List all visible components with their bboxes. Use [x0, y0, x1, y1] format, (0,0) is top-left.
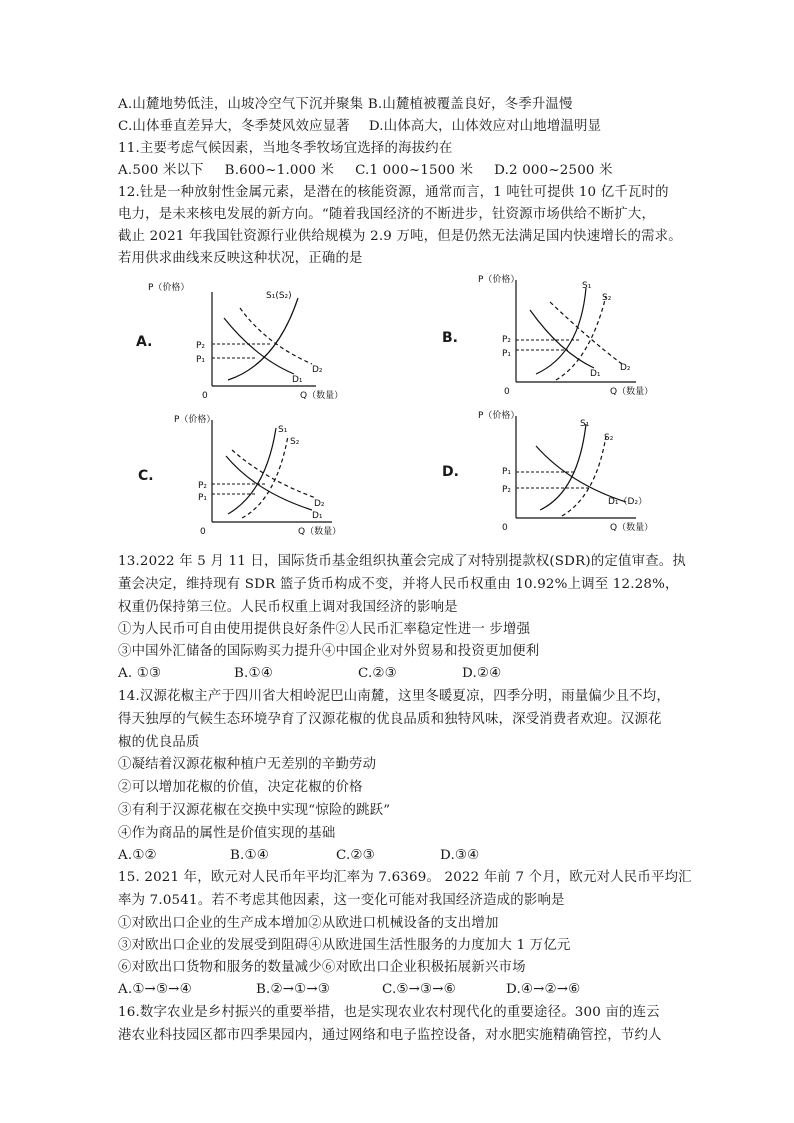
q15-items-56: ⑥对欧出口货物和服务的数量减少⑥对欧出口企业积极拓展新兴市场	[118, 960, 526, 975]
q14-line1: 14.汉源花椒主产于四川省大相岭泥巴山南麓，这里冬暖夏凉，四季分明，雨量偏少且不均，	[118, 689, 670, 704]
q13-option-a: A. ①③	[118, 666, 162, 681]
graph-a-p1-label: P₁	[196, 355, 206, 365]
graph-d-supply-s2	[562, 436, 606, 516]
graph-d-s1-label: S₁	[580, 419, 590, 429]
q15-option-d: D.④→②→⑥	[506, 982, 581, 997]
q13-line3: 权重仍保持第三位。人民币权重上调对我国经济的影响是	[118, 600, 458, 615]
graph-a-origin: 0	[202, 391, 208, 401]
q14-line3: 椒的优良品质	[118, 735, 200, 750]
graph-c-p-axis-label: P（价格）	[174, 415, 216, 425]
graph-a-demand-d2	[240, 308, 312, 364]
graph-b-supply-s1	[536, 288, 586, 374]
graph-c-q-axis-label: Q（数量）	[298, 527, 342, 537]
graph-b-letter: B.	[442, 330, 458, 346]
graph-b-demand-d1	[530, 310, 594, 368]
q14-line2: 得天独厚的气候生态环境孕育了汉源花椒的优良品质和独特风味，深受消费者欢迎。汉源花	[118, 712, 662, 727]
graph-b-origin: 0	[504, 387, 510, 397]
graph-c-s1-label: S₁	[278, 425, 288, 435]
graph-a-p2-label: P₂	[196, 341, 206, 351]
q13-items-12: ①为人民币可自由使用提供良好条件②人民币汇率稳定性进一 步增强	[118, 622, 531, 637]
graph-b-demand-d2	[550, 302, 622, 364]
graph-d-demand	[536, 446, 626, 502]
graph-c	[136, 410, 356, 544]
q14-option-c: C.②③	[336, 848, 375, 863]
q10-option-c: C.山体垂直差异大，冬季焚风效应显著	[118, 119, 350, 134]
graph-a-supply-curve	[228, 298, 298, 380]
q12-line3: 截止 2021 年我国钍资源行业供给规模为 2.9 万吨，但是仍然无法满足国内快速增长的需求。	[118, 229, 682, 244]
graph-d-p-axis-label: P（价格）	[478, 411, 520, 421]
q14-option-b: B.①④	[230, 848, 269, 863]
graph-d-q-axis-label: Q（数量）	[610, 523, 654, 533]
q11-options	[118, 162, 613, 180]
q13-items-34: ③中国外汇储备的国际购买力提升④中国企业对外贸易和投资更加便利	[118, 644, 540, 659]
q11-option-b: B.600~1.000 米	[224, 163, 335, 178]
graph-c-demand-d1	[226, 456, 312, 510]
q11-option-c: C.1 000~1500 米	[355, 163, 474, 178]
q14-item1: ①凝结着汉源花椒种植户无差别的辛勤劳动	[118, 757, 377, 772]
graph-d-d-label: D₁（D₂）	[608, 497, 648, 507]
q15-option-c: C.⑤→③→⑥	[382, 982, 456, 997]
q15-items-12: ①对欧出口企业的生产成本增加②从欧进口机械设备的支出增加	[118, 916, 499, 931]
q12-line4: 若用供求曲线来反映这种状况，正确的是	[118, 251, 363, 266]
graph-b-d2-label: D₂	[620, 363, 631, 373]
graph-b-q-axis-label: Q（数量）	[610, 387, 654, 397]
graph-b-s1-label: S₁	[582, 281, 592, 291]
q16-line1: 16.数字农业是乡村振兴的重要举措，也是实现农业农村现代化的重要途径。300 亩的连云	[118, 1005, 660, 1020]
q14-option-a: A.①②	[118, 848, 157, 863]
q13-line1: 13.2022 年 5 月 11 日，国际货币基金组织执董会完成了对特别提款权(SDR)的定值审查。执	[118, 554, 686, 569]
graph-d-p2-label: P₂	[502, 485, 512, 495]
graph-a-q-axis-label: Q（数量）	[300, 391, 344, 401]
graph-a-p-axis-label: P（价格）	[148, 283, 190, 293]
graph-c-s2-label: S₂	[290, 437, 300, 447]
q16-line2: 港农业科技园区都市四季果园内，通过网络和电子监控设备，对水肥实施精确管控，节约人	[118, 1028, 662, 1043]
graph-c-supply-s2	[242, 436, 288, 518]
graph-b-p1-label: P₁	[502, 349, 512, 359]
graph-a-demand-d1	[224, 318, 294, 374]
q15-items-34: ③对欧出口企业的发展受到阻碍④从欧进国生活性服务的力度加大 1 万亿元	[118, 938, 571, 953]
graph-c-p2-label: P₂	[198, 481, 208, 491]
graph-d-supply-s1	[540, 424, 586, 510]
q15-line2: 率为 7.0541。若不考虑其他因素，这一变化可能对我国经济造成的影响是	[118, 893, 565, 908]
graph-c-d2-label: D₂	[314, 499, 325, 509]
q11-option-d: D.2 000~2500 米	[494, 163, 613, 178]
q10-option-a: A.山麓地势低洼，山坡冷空气下沉并聚集	[118, 97, 364, 112]
q10-options-cd	[118, 118, 601, 136]
graph-d-p1-label: P₁	[502, 467, 512, 477]
graph-a	[136, 278, 344, 412]
q15-option-a: A.①→⑤→④	[118, 982, 192, 997]
graph-a-s-label: S₁(S₂)	[266, 291, 292, 301]
q13-line2: 董会决定，维持现有 SDR 篮子货币构成不变，并将人民币权重由 10.92%上调至 12.28%，	[118, 577, 679, 592]
graph-d-s2-label: S₂	[604, 433, 614, 443]
q10-option-b: B.山麓植被覆盖良好，冬季升温慢	[367, 97, 573, 112]
q11-stem: 11.主要考虑气候因素，当地冬季牧场宜选择的海拔约在	[118, 141, 453, 156]
graph-b-p2-label: P₂	[502, 335, 512, 345]
q14-option-d: D.③④	[440, 848, 480, 863]
q12-line1: 12.钍是一种放射性金属元素，是潜在的核能资源，通常而言，1 吨钍可提供 10 亿千瓦时的	[118, 185, 669, 200]
graph-b	[440, 270, 660, 404]
graph-c-supply-s1	[228, 428, 276, 514]
q13-option-c: C.②③	[358, 666, 397, 681]
graph-d-letter: D.	[442, 464, 459, 480]
graph-a-d2-label: D₂	[312, 365, 323, 375]
q14-options	[118, 847, 479, 865]
q15-line1: 15. 2021 年，欧元对人民币年平均汇率为 7.6369。 2022 年前 7 个月，欧元对人民币平均汇	[118, 870, 692, 885]
q11-option-a: A.500 米以下	[118, 163, 204, 178]
graph-c-letter: C.	[138, 468, 154, 484]
q13-options	[118, 665, 501, 683]
q10-option-d: D.山体高大，山体效应对山地增温明显	[368, 119, 602, 134]
graph-b-p-axis-label: P（价格）	[478, 275, 520, 285]
q13-option-d: D.②④	[462, 666, 502, 681]
graph-b-supply-s2	[556, 296, 606, 380]
graph-d	[440, 406, 660, 540]
graph-b-d1-label: D₁	[590, 369, 601, 379]
graph-b-s2-label: S₂	[602, 293, 612, 303]
graph-a-d1-label: D₁	[292, 375, 303, 385]
q10-options-ab	[118, 96, 573, 114]
q15-option-b: B.②→①→③	[256, 982, 330, 997]
q14-item4: ④作为商品的属性是价值实现的基础	[118, 826, 336, 841]
q13-option-b: B.①④	[234, 666, 273, 681]
q15-options	[118, 981, 580, 999]
graph-c-d1-label: D₁	[312, 511, 323, 521]
graph-c-origin: 0	[200, 527, 206, 537]
graph-d-origin: 0	[502, 523, 508, 533]
graph-c-p1-label: P₁	[198, 493, 208, 503]
q14-item3: ③有利于汉源花椒在交换中实现“惊险的跳跃”	[118, 803, 391, 818]
q12-line2: 电力，是未来核电发展的新方向。“随着我国经济的不断进步，钍资源市场供给不断扩大，	[118, 207, 656, 222]
q14-item2: ②可以增加花椒的价值，决定花椒的价格	[118, 780, 363, 795]
graph-a-letter: A.	[136, 334, 153, 350]
